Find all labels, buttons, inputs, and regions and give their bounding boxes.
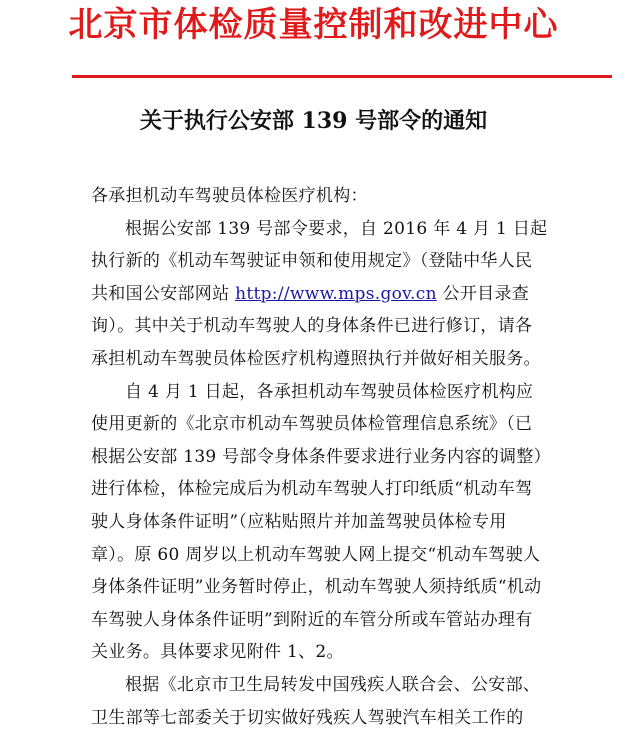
paragraph-1-text-a: 根据公安部 139 号部令要求，自 2016 年 4 月 1 日起执行新的《机动车驾驶证申领和使用规定》（登陆中华人民共和国公安部网站 — [91, 218, 548, 304]
paragraph-2: 自 4 月 1 日起，各承担机动车驾驶员体检医疗机构应使用更新的《北京市机动车驾驶员体检管理信息系统》（已根据公安部 139 号部令身体条件要求进行业务内容的调整）进行体检，体检完成后为机动车驾驶人打印纸质“机动车驾驶人身体条件证明”（应粘贴照片并加盖驾驶员体检专用章）。原 60 周岁以上机动车驾驶人网上提交“机动车驾驶人身体条件证明”业务暂时停止，机动车驾驶人须持纸质“机动车驾驶人身体条件证明”到附近的车管分所或车管站办理有关业务。具体要求见附件 1、2。 — [91, 381, 543, 663]
paragraph-1-text-b: 公开目录查询）。其中关于机动车驾驶人的身体条件已进行修订，请各承担机动车驾驶员体检医疗机构遵照执行并做好相关服务。 — [91, 283, 541, 369]
paragraph-3: 根据《北京市卫生局转发中国残疾人联合会、公安部、卫生部等七部委关于切实做好残疾人驾驶汽车相关工作的 — [91, 674, 541, 728]
notice-title: 关于执行公安部 139 号部令的通知 — [139, 108, 488, 134]
header-divider — [72, 75, 612, 78]
salutation: 各承担机动车驾驶员体检医疗机构： — [91, 186, 368, 206]
paragraph-1 — [91, 213, 549, 376]
mps-website-link[interactable]: http://www.mps.gov.cn — [235, 283, 437, 304]
org-title: 北京市体检质量控制和改进中心 — [68, 5, 559, 45]
notice-body — [91, 180, 549, 734]
